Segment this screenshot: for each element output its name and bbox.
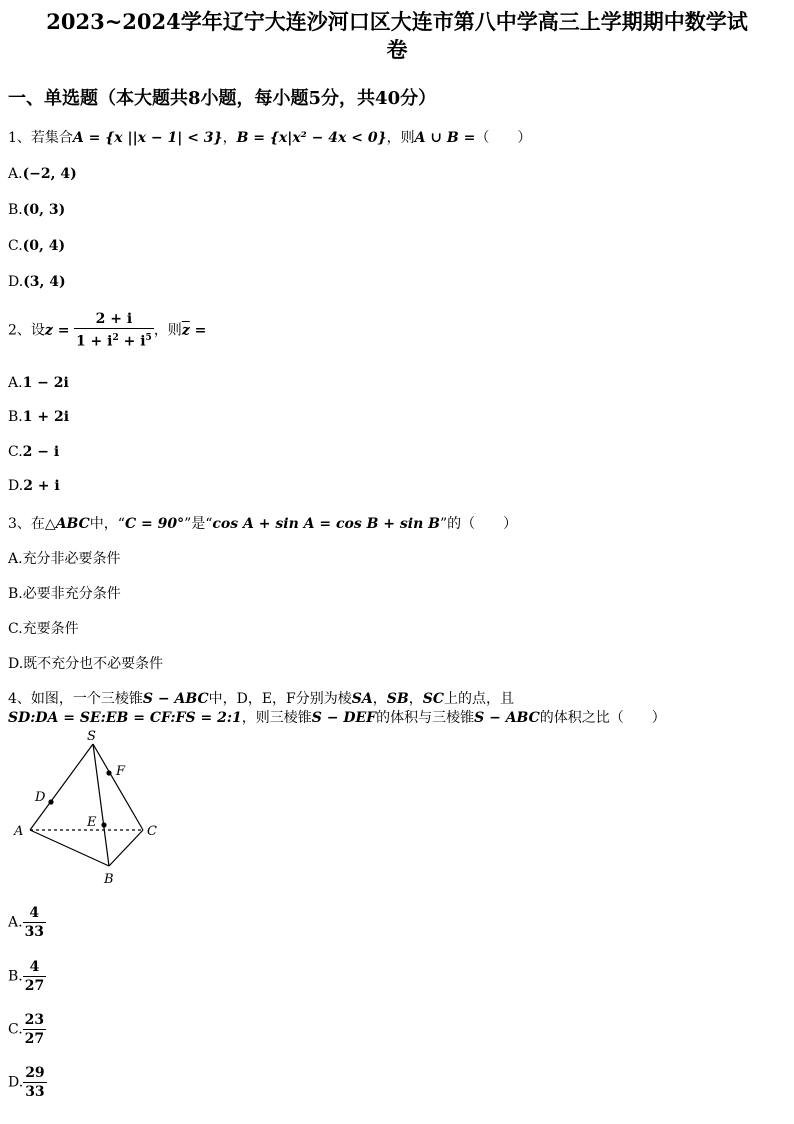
option-label: D. [8, 656, 24, 672]
q3-mid1: 中，“ [89, 516, 125, 532]
q3-cond1: C = 90° [124, 516, 185, 532]
q4-mid1: 中，D，E，F分别为棱 [208, 691, 352, 707]
fraction-denominator: 27 [24, 1031, 45, 1047]
q2-den-exp1: 2 [112, 333, 119, 343]
question-1 [8, 127, 531, 147]
q2-den-a: 1 + i [75, 333, 113, 350]
q1-prefix: 1、若集合 [8, 130, 73, 146]
q4-edge-sb: SB [386, 691, 409, 707]
q4-prefix: 4、如图，一个三棱锥 [8, 691, 143, 707]
q2-option-b [8, 409, 69, 425]
q2-conj: $\overline{z}$ [181, 322, 190, 339]
q2-option-d [8, 478, 60, 494]
label-d: D [35, 790, 46, 805]
fraction-denominator: 33 [25, 1084, 45, 1100]
option-text: (0, 4) [22, 238, 66, 254]
q1-set-b: B = {x|x² − 4x < 0} [236, 130, 387, 146]
option-fraction [23, 1011, 46, 1048]
q4-pyramid-3: S − ABC [474, 710, 540, 726]
option-fraction [23, 1064, 46, 1101]
q2-fraction [74, 310, 154, 351]
q1-sep: ， [222, 130, 237, 146]
q4-option-c [8, 1011, 46, 1048]
q1-option-b [8, 202, 65, 218]
q1-option-d [8, 274, 66, 290]
fraction-denominator: 27 [24, 978, 45, 994]
option-fraction [23, 904, 46, 941]
q2-den-exp2: 5 [145, 333, 152, 343]
q4-mid4: 的体积与三棱锥 [376, 710, 475, 726]
q1-option-c [8, 238, 65, 254]
question-3 [8, 513, 517, 533]
q1-suffix: （ ） [475, 130, 532, 146]
q3-option-c [8, 618, 79, 638]
fraction-denominator: 33 [24, 924, 45, 940]
option-text: 既不充分也不必要条件 [23, 656, 164, 672]
point-e [101, 822, 106, 827]
label-e: E [87, 815, 97, 830]
q4-suffix: 的体积之比（ ） [539, 710, 666, 726]
label-a: A [14, 824, 24, 839]
option-text: 充分非必要条件 [22, 551, 121, 567]
q2-numerator: 2 + i [95, 311, 133, 327]
pyramid-figure [8, 726, 168, 888]
q4-option-b [8, 958, 46, 995]
q4-option-d [8, 1064, 47, 1101]
option-text: 2 − i [22, 444, 60, 460]
option-label: C. [8, 621, 23, 637]
option-label: B. [8, 202, 23, 218]
option-label: D. [8, 478, 24, 494]
q2-lhs: z = [44, 322, 70, 339]
q1-expr: A ∪ B = [414, 130, 476, 146]
option-label: B. [8, 409, 23, 425]
question-4-line-2 [8, 707, 666, 727]
label-c: C [147, 824, 157, 839]
point-d [48, 799, 53, 804]
fraction-numerator: 4 [29, 959, 40, 975]
q4-edge-sc: SC [422, 691, 444, 707]
edge-sa [30, 744, 93, 830]
q4-comma-2: ， [408, 691, 423, 707]
title-line-1: 2023~2024学年辽宁大连沙河口区大连市第八中学高三上学期期中数学试 [46, 9, 748, 34]
point-f [106, 770, 111, 775]
edge-sc [93, 744, 143, 830]
q3-triangle: ABC [55, 516, 90, 532]
question-2 [8, 310, 206, 351]
q4-ratio: SD:DA = SE:EB = CF:FS = 2:1 [8, 710, 242, 726]
title-line-2: 卷 [386, 37, 408, 62]
option-text: 1 + 2i [22, 409, 70, 425]
q2-den-b: + i [118, 333, 146, 350]
q1-mid: ，则 [386, 130, 415, 146]
q2-denominator [74, 328, 154, 351]
fraction-numerator: 4 [29, 905, 40, 921]
q4-edge-sa: SA [351, 691, 373, 707]
option-label: A. [8, 166, 23, 182]
option-text: (3, 4) [23, 274, 66, 290]
q3-mid2: ”是“ [184, 516, 213, 532]
option-label: A. [8, 551, 23, 567]
option-fraction [23, 958, 46, 995]
option-label: B. [8, 586, 23, 602]
question-4-line-1 [8, 688, 514, 708]
q3-suffix: ”的（ ） [439, 516, 518, 532]
q1-set-a: A = {x ||x − 1| < 3} [72, 130, 223, 146]
label-f: F [116, 764, 126, 779]
edge-sb [93, 744, 109, 866]
q1-option-a [8, 166, 77, 182]
option-label: D. [8, 1074, 24, 1091]
document-title [8, 8, 786, 64]
option-label: A. [8, 375, 23, 391]
q4-pyramid: S − ABC [142, 691, 209, 707]
option-text: 2 + i [23, 478, 60, 494]
q2-option-c [8, 444, 59, 460]
q2-eq: = [189, 322, 207, 339]
q3-option-d [8, 653, 163, 673]
option-label: C. [8, 444, 23, 460]
q3-option-a [8, 548, 121, 568]
option-label: B. [8, 968, 23, 985]
q3-option-b [8, 583, 121, 603]
q3-prefix: 3、在△ [8, 516, 56, 532]
option-text: 必要非充分条件 [22, 586, 121, 602]
q2-mid: ，则 [153, 322, 182, 339]
label-b: B [104, 872, 114, 887]
fraction-numerator: 29 [25, 1065, 45, 1081]
section-heading: 一、单选题（本大题共8小题，每小题5分，共40分） [8, 88, 437, 109]
q4-comma-1: ， [372, 691, 387, 707]
q4-mid2: 上的点，且 [443, 691, 514, 707]
q4-option-a [8, 904, 46, 941]
option-label: A. [8, 914, 23, 931]
q4-pyramid-2: S − DEF [311, 710, 377, 726]
option-text: 充要条件 [22, 621, 79, 637]
q2-prefix: 2、设 [8, 322, 45, 339]
edge-bc [109, 830, 143, 866]
q4-mid3: ，则三棱锥 [241, 710, 312, 726]
option-text: (−2, 4) [22, 166, 77, 182]
option-label: C. [8, 238, 23, 254]
option-label: D. [8, 274, 24, 290]
option-label: C. [8, 1021, 23, 1038]
option-text: (0, 3) [22, 202, 66, 218]
label-s: S [87, 729, 96, 744]
q2-option-a [8, 375, 69, 391]
edge-ab [30, 830, 109, 866]
fraction-numerator: 23 [24, 1012, 45, 1028]
q3-cond2: cos A + sin A = cos B + sin B [212, 516, 440, 532]
option-text: 1 − 2i [22, 375, 69, 391]
